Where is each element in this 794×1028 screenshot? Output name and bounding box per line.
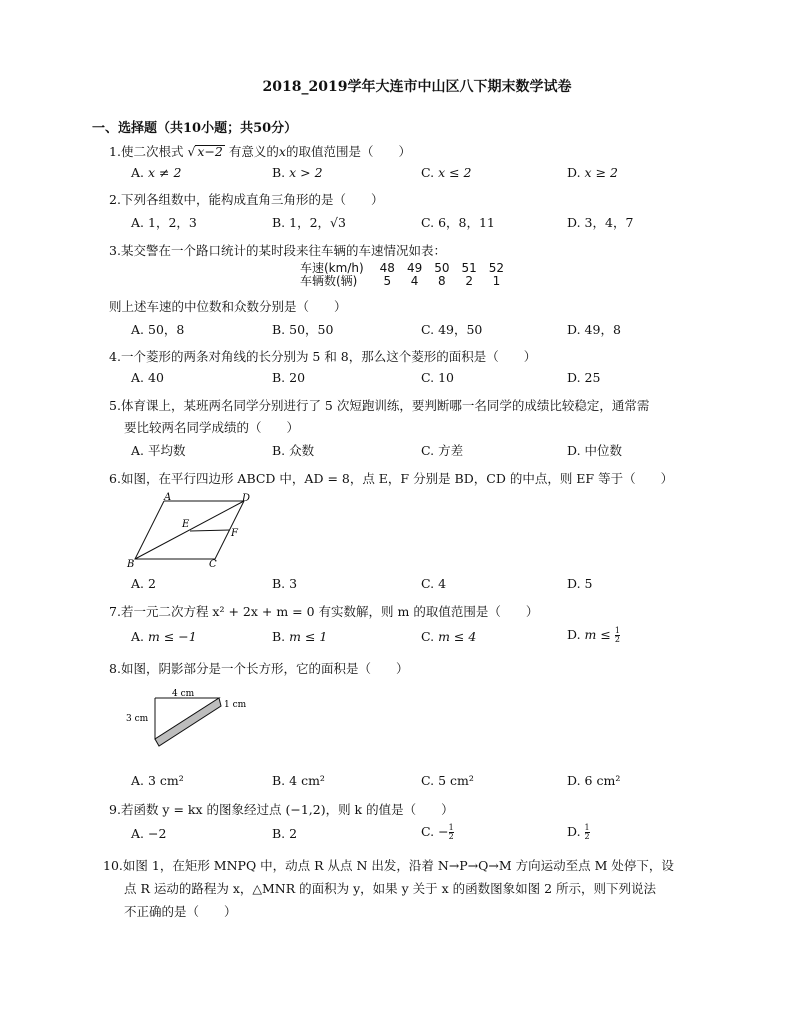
option-c[interactable]: C. x ≤ 2 bbox=[421, 165, 472, 180]
table-row-label: 车速(km/h) bbox=[300, 261, 364, 275]
option-a[interactable]: A. x ≠ 2 bbox=[131, 165, 182, 180]
option-a[interactable]: A. 平均数 bbox=[131, 443, 186, 458]
table-row-label: 车辆数(辆) bbox=[300, 274, 358, 288]
label-3cm: 3 cm bbox=[126, 714, 149, 724]
option-c[interactable]: C. 49，50 bbox=[421, 322, 483, 337]
question-8: 8.如图，阴影部分是一个长方形，它的面积是（ ） bbox=[109, 661, 409, 676]
label-f: F bbox=[231, 528, 238, 539]
option-d[interactable]: D. 中位数 bbox=[567, 443, 623, 458]
label-e: E bbox=[182, 519, 190, 530]
fraction: $\frac{1}{2}$ bbox=[584, 823, 590, 841]
option-c[interactable]: C. 5 cm² bbox=[421, 773, 474, 788]
question-10-cont: 点 R 运动的路程为 x，△MNR 的面积为 y，如果 y 关于 x 的函数图象如图 2 所示，则下列说法 bbox=[124, 881, 657, 896]
question-10-cont: 不正确的是（ ） bbox=[124, 904, 237, 919]
parallelogram-figure bbox=[124, 490, 264, 572]
q-number: 1. bbox=[109, 144, 121, 159]
option-c[interactable]: C. 10 bbox=[421, 370, 454, 385]
option-c[interactable]: C. m ≤ 4 bbox=[421, 629, 477, 644]
option-b[interactable]: B. 3 bbox=[272, 576, 298, 591]
label-b: B bbox=[127, 559, 135, 570]
question-5: 5.体育课上，某班两名同学分别进行了 5 次短跑训练，要判断哪一名同学的成绩比较稳定，通常需 bbox=[109, 398, 650, 413]
option-c[interactable]: C. 6，8，11 bbox=[421, 215, 495, 230]
option-d[interactable]: D. 3，4，7 bbox=[567, 215, 634, 230]
option-a[interactable]: A. 3 cm² bbox=[131, 773, 184, 788]
option-a[interactable]: A. −2 bbox=[131, 826, 167, 841]
rectangle-figure bbox=[124, 686, 254, 756]
option-b[interactable]: B. 4 cm² bbox=[272, 773, 325, 788]
q-text: 使二次根式 bbox=[120, 144, 184, 159]
label-1cm: 1 cm bbox=[224, 700, 247, 710]
option-b[interactable]: B. 众数 bbox=[272, 443, 315, 458]
label-c: C bbox=[209, 559, 217, 570]
option-b[interactable]: B. m ≤ 1 bbox=[272, 629, 328, 644]
fraction: $\frac{1}{2}$ bbox=[448, 823, 454, 841]
option-a[interactable]: A. 50，8 bbox=[131, 322, 185, 337]
option-d[interactable]: D. 49，8 bbox=[567, 322, 621, 337]
label-4cm: 4 cm bbox=[172, 689, 195, 699]
question-5-cont: 要比较两名同学成绩的（ ） bbox=[124, 420, 300, 435]
sqrt-expr: √ x−2 bbox=[187, 144, 223, 159]
q-text: 有意义的 bbox=[228, 144, 279, 159]
fraction: $\frac{1}{2}$ bbox=[614, 626, 620, 644]
section-heading: 一、选择题（共10小题；共50分） bbox=[92, 121, 298, 136]
label-a: A bbox=[164, 492, 172, 503]
option-d[interactable]: D. x ≥ 2 bbox=[567, 165, 618, 180]
label-d: D bbox=[242, 493, 251, 504]
option-a[interactable]: A. 40 bbox=[131, 370, 164, 385]
question-6: 6.如图，在平行四边形 ABCD 中，AD = 8，点 E，F 分别是 BD，CD 的中点，则 EF 等于（ ） bbox=[109, 471, 674, 486]
option-c[interactable]: C. 方差 bbox=[421, 443, 464, 458]
option-d[interactable]: D. 6 cm² bbox=[567, 773, 621, 788]
question-4: 4.一个菱形的两条对角线的长分别为 5 和 8，那么这个菱形的面积是（ ） bbox=[109, 349, 537, 364]
question-7: 7.若一元二次方程 x² + 2x + m = 0 有实数解，则 m 的取值范围是（ ） bbox=[109, 604, 539, 619]
option-b[interactable]: B. x > 2 bbox=[272, 165, 323, 180]
page-title: 2018_2019学年大连市中山区八下期末数学试卷 bbox=[262, 79, 572, 95]
option-a[interactable]: A. m ≤ −1 bbox=[131, 629, 197, 644]
radicand: x−2 bbox=[197, 144, 223, 159]
question-1 bbox=[109, 142, 411, 160]
option-a[interactable]: A. 2 bbox=[131, 576, 156, 591]
option-d[interactable]: D. $\frac{1}{2}$ bbox=[567, 823, 590, 841]
speed-table: 车速(km/h) 48 49 50 51 52 车辆数(辆) 5 4 8 2 1 bbox=[300, 261, 505, 288]
option-b[interactable]: B. 2 bbox=[272, 826, 298, 841]
option-b[interactable]: B. 50，50 bbox=[272, 322, 334, 337]
option-c[interactable]: C. − $\frac{1}{2}$ bbox=[421, 823, 454, 841]
question-9: 9.若函数 y = kx 的图象经过点 (−1,2)，则 k 的值是（ ） bbox=[109, 802, 454, 817]
option-d[interactable]: D. 25 bbox=[567, 370, 601, 385]
option-a[interactable]: A. 1，2，3 bbox=[131, 215, 197, 230]
option-b[interactable]: B. 1，2，√3 bbox=[272, 215, 346, 230]
question-3-cont: 则上述车速的中位数和众数分别是（ ） bbox=[109, 299, 347, 314]
q-var: x bbox=[278, 144, 286, 159]
option-d[interactable]: D. m ≤ $\frac{1}{2}$ bbox=[567, 626, 620, 644]
option-b[interactable]: B. 20 bbox=[272, 370, 306, 385]
option-d[interactable]: D. 5 bbox=[567, 576, 593, 591]
question-3: 3.某交警在一个路口统计的某时段来往车辆的车速情况如表： bbox=[109, 243, 446, 258]
q-text: 的取值范围是（ ） bbox=[285, 144, 411, 159]
question-10: 10.如图 1，在矩形 MNPQ 中，动点 R 从点 N 出发，沿着 N→P→Q→M 方向运动至点 M 处停下，设 bbox=[103, 858, 674, 873]
question-2: 2.下列各组数中，能构成直角三角形的是（ ） bbox=[109, 192, 384, 207]
option-c[interactable]: C. 4 bbox=[421, 576, 447, 591]
